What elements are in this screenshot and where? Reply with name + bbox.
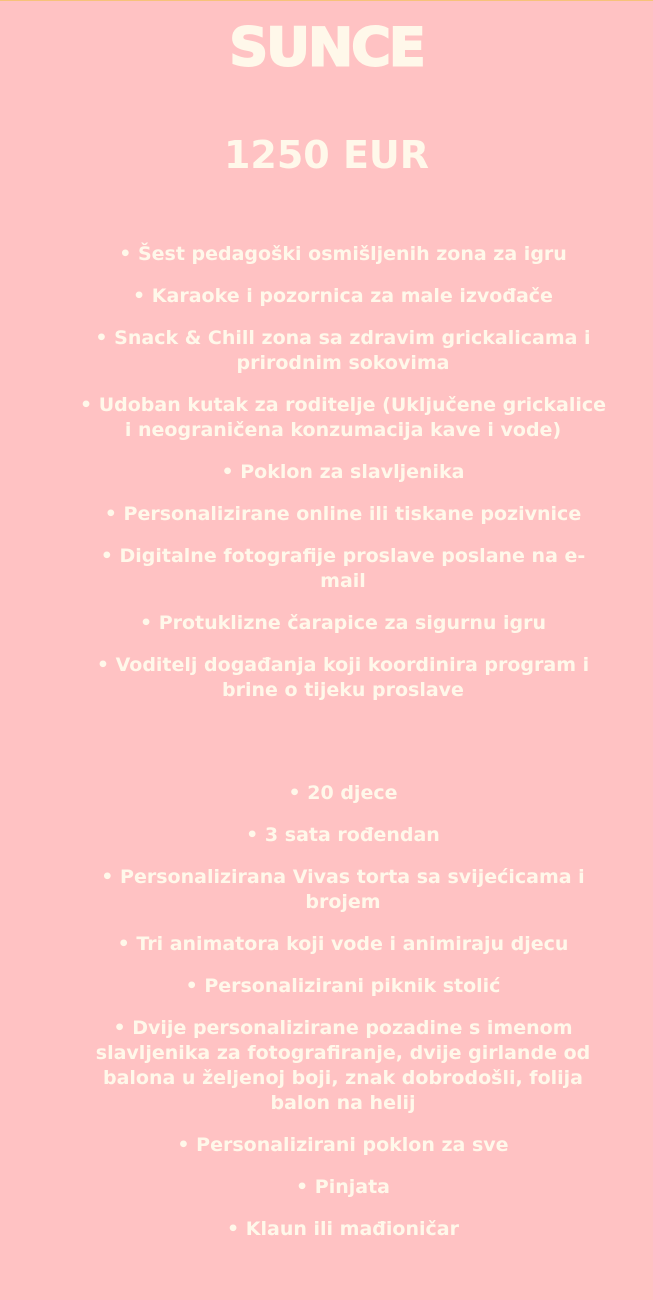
list-item: • Personalizirani piknik stolić xyxy=(185,975,501,997)
list-item: • 20 djece xyxy=(288,782,398,804)
list-item: • Poklon za slavljenika xyxy=(221,461,465,483)
list-item: • Personalizirane online ili tiskane pozivnice xyxy=(104,503,582,525)
list-item: • Snack & Chill zona sa zdravim grickalicama i prirodnim sokovima xyxy=(95,327,591,374)
list-item: • Klaun ili mađioničar xyxy=(227,1218,459,1240)
list-item: • Protuklizne čarapice za sigurnu igru xyxy=(139,612,547,634)
features-list xyxy=(78,242,608,720)
list-item: • Tri animatora koji vode i animiraju djecu xyxy=(117,933,569,955)
list-item: • Dvije personalizirane pozadine s imenom slavljenika za fotografiranje, dvije girlande od balona u željenoj boji, znak dobrodošli, folija balon na helij xyxy=(95,1017,591,1114)
list-item: • Karaoke i pozornica za male izvođače xyxy=(133,285,553,307)
list-item: • Digitalne fotografije proslave poslane na e-mail xyxy=(100,545,586,592)
list-item: • Šest pedagoški osmišljenih zona za igru xyxy=(119,243,567,265)
package-title: SUNCE xyxy=(229,16,424,79)
package-price: 1250 EUR xyxy=(223,133,430,177)
list-item: • Personalizirana Vivas torta sa svijećicama i brojem xyxy=(101,866,585,913)
list-item: • 3 sata rođendan xyxy=(246,824,440,846)
list-item: • Voditelj događanja koji koordinira program i brine o tijeku proslave xyxy=(96,654,590,701)
list-item: • Personalizirani poklon za sve xyxy=(177,1134,509,1156)
inclusions-list xyxy=(78,781,608,1259)
list-item: • Udoban kutak za roditelje (Uključene grickalice i neograničena konzumacija kave i vode) xyxy=(79,394,607,441)
list-item: • Pinjata xyxy=(296,1176,390,1198)
